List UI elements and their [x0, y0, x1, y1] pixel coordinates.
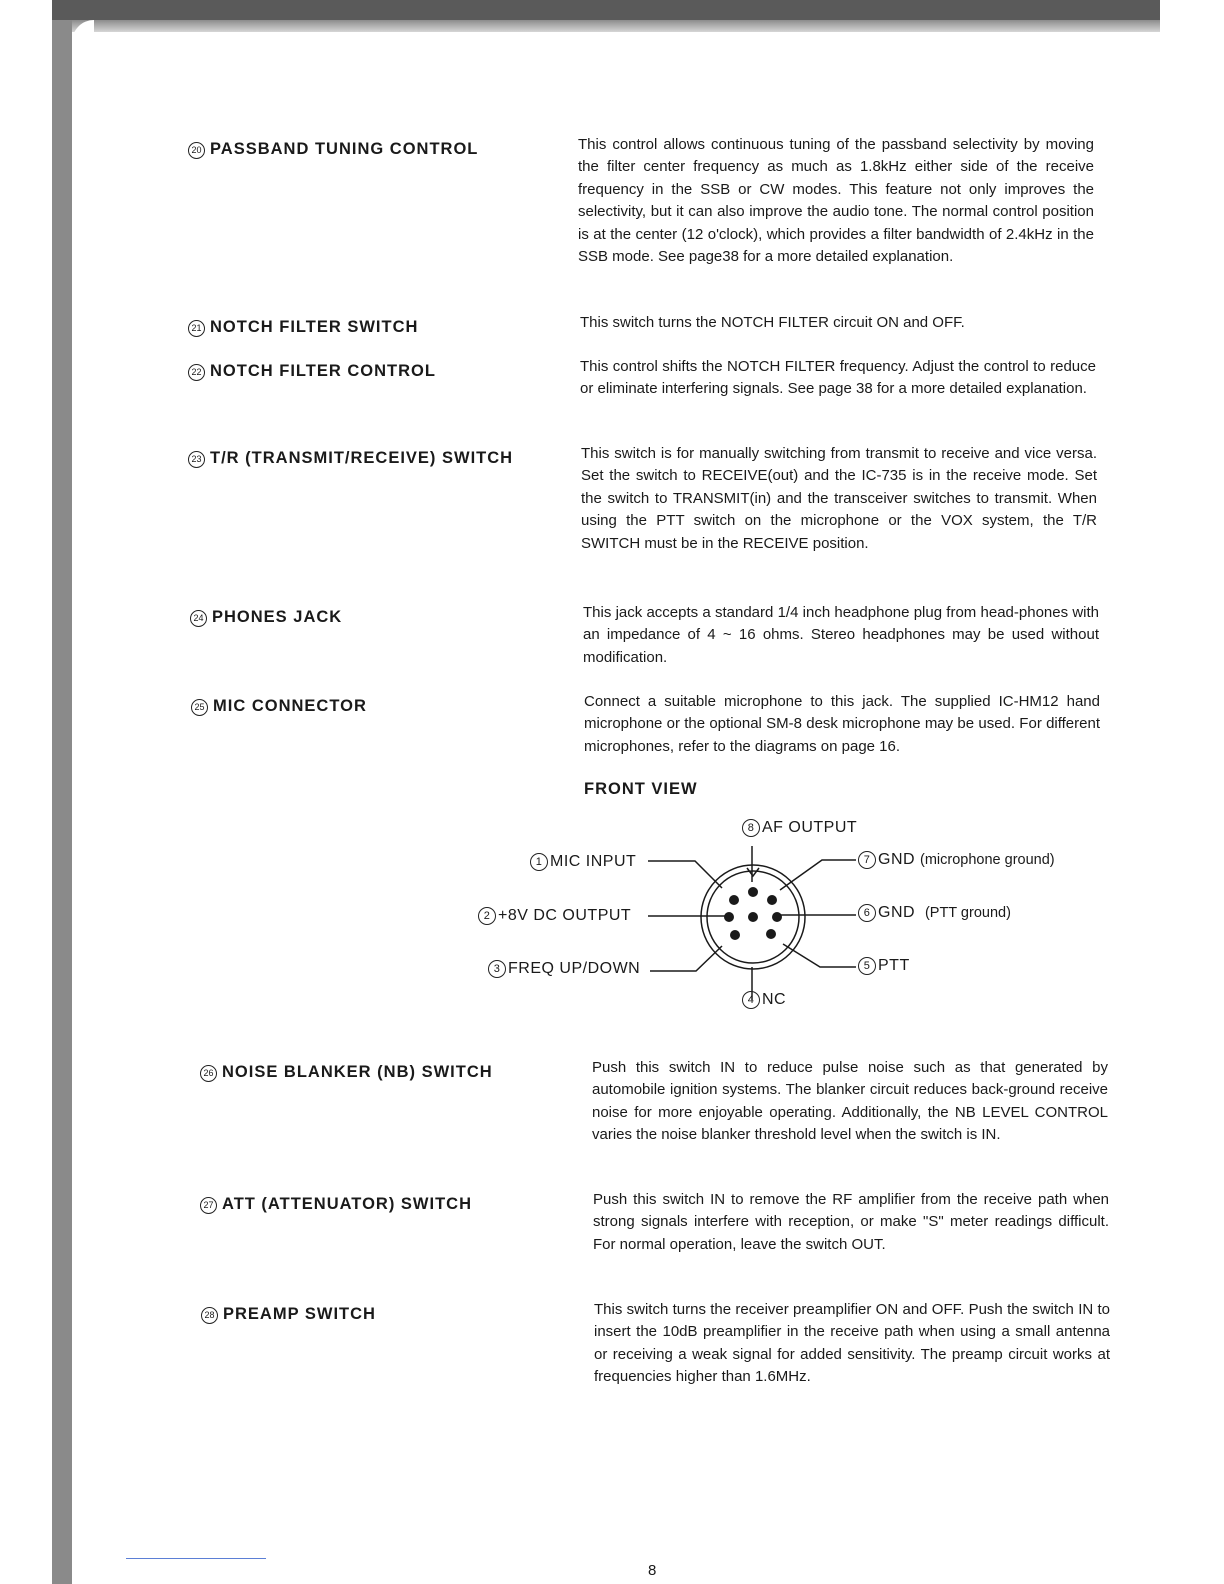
entry-description: This jack accepts a standard 1/4 inch headphone plug from head-phones with an impedance of 4 ~ 16 ohms. Stereo headphones may be used without modification. — [583, 604, 1099, 666]
entry-title: PREAMP SWITCH — [223, 1305, 376, 1323]
item-number: 28 — [201, 1307, 218, 1324]
entry-title: PHONES JACK — [212, 608, 343, 626]
leader-pin-1 — [648, 861, 722, 888]
entry-description: This control shifts the NOTCH FILTER frequency. Adjust the control to reduce or eliminate interfering signals. See page 38 for a more detailed explanation. — [580, 358, 1096, 398]
page-number: 8 — [648, 1562, 657, 1579]
entry-heading — [190, 608, 342, 627]
pin-3 — [730, 930, 740, 940]
connector-key-notch — [747, 868, 759, 876]
scan-top-edge — [52, 0, 1160, 20]
pin-label-6: 6 GND (PTT ground) — [858, 904, 1011, 922]
pin-5 — [766, 929, 776, 939]
pin-label-3: 3 FREQ UP/DOWN — [488, 960, 640, 978]
entry-heading — [188, 140, 478, 159]
item-number: 21 — [188, 320, 205, 337]
entry-description: This switch is for manually switching from transmit to receive and vice versa. Set the switch to RECEIVE(out) and the IC-735 is in the receive mode. Set the switch to TRANSMIT(in) and the transceiver switches to transmit. When using the PTT switch on the microphone or the VOX system, the T/R SWITCH must be in the RECEIVE position. — [581, 445, 1097, 552]
pin-label-8: 8 AF OUTPUT — [742, 819, 857, 837]
item-number: 25 — [191, 699, 208, 716]
entry-description: Connect a suitable microphone to this jack. The supplied IC-HM12 hand microphone or the optional SM-8 desk microphone may be used. For different microphones, refer to the diagrams on page 16. — [584, 693, 1100, 755]
footer-rule — [126, 1558, 266, 1559]
entry-description: This switch turns the NOTCH FILTER circuit ON and OFF. — [580, 314, 965, 331]
pin-label-4: 4 NC — [742, 991, 786, 1009]
entry-title: NOTCH FILTER SWITCH — [210, 318, 419, 336]
entry-heading — [200, 1063, 493, 1082]
entry-heading — [188, 362, 436, 381]
entry-title: MIC CONNECTOR — [213, 697, 367, 715]
pin-4 — [748, 912, 758, 922]
entry-title: T/R (TRANSMIT/RECEIVE) SWITCH — [210, 449, 514, 467]
entry-title: NOISE BLANKER (NB) SWITCH — [222, 1063, 493, 1081]
item-number: 23 — [188, 451, 205, 468]
mic-connector-diagram — [470, 812, 1110, 1017]
item-number: 20 — [188, 142, 205, 159]
entry-heading — [191, 697, 367, 716]
pin-2 — [724, 912, 734, 922]
pin-label-1: 1 MIC INPUT — [530, 853, 636, 871]
entry-description: This switch turns the receiver preamplifier ON and OFF. Push the switch IN to insert the 10dB preamplifier in the receive path when using a small antenna or receiving a weak signal for added sensitivity. The preamp circuit works at frequencies higher than 1.6MHz. — [594, 1301, 1110, 1386]
pin-8 — [748, 887, 758, 897]
pin-label-2: 2 +8V DC OUTPUT — [478, 907, 631, 925]
pin-6 — [772, 912, 782, 922]
item-number: 27 — [200, 1197, 217, 1214]
pin-1 — [729, 895, 739, 905]
leader-pin-5 — [783, 944, 856, 967]
front-view-title: FRONT VIEW — [584, 780, 698, 798]
entry-description: Push this switch IN to remove the RF amplifier from the receive path when strong signals interfere with reception, or make "S" meter readings difficult. For normal operation, leave the switch OUT. — [593, 1191, 1109, 1253]
entry-heading — [201, 1305, 376, 1324]
scan-binding-edge — [52, 0, 72, 1584]
pin-label-5: 5 PTT — [858, 957, 910, 975]
scan-margin-right — [1160, 0, 1224, 1584]
entry-title: PASSBAND TUNING CONTROL — [210, 140, 479, 158]
entry-heading — [188, 449, 513, 468]
pin-7 — [767, 895, 777, 905]
scan-margin-left — [0, 0, 52, 1584]
entry-heading — [188, 318, 418, 337]
entry-description: Push this switch IN to reduce pulse noise such as that generated by automobile ignition systems. The blanker circuit reduces back-ground receive noise for more enjoyable operating. Additionally, the NB LEVEL CONTROL varies the noise blanker threshold level when the switch is IN. — [592, 1059, 1108, 1144]
entry-description: This control allows continuous tuning of the passband selectivity by moving the filter center frequency as much as 1.8kHz either side of the receive frequency in the SSB or CW modes. This feature not only improves the selectivity, but it can also improve the audio tone. The normal control position is at the center (12 o'clock), which provides a filter bandwidth of 2.4kHz in the SSB mode. See page38 for a more detailed explanation. — [578, 136, 1094, 266]
entry-title: ATT (ATTENUATOR) SWITCH — [222, 1195, 472, 1213]
entry-heading — [200, 1195, 472, 1214]
pin-label-7: 7 GND (microphone ground) — [858, 851, 1055, 869]
item-number: 26 — [200, 1065, 217, 1082]
entry-title: NOTCH FILTER CONTROL — [210, 362, 436, 380]
leader-pin-7 — [780, 860, 856, 890]
item-number: 22 — [188, 364, 205, 381]
scan-fold-shadow — [72, 20, 1160, 32]
leader-pin-3 — [650, 946, 722, 971]
item-number: 24 — [190, 610, 207, 627]
